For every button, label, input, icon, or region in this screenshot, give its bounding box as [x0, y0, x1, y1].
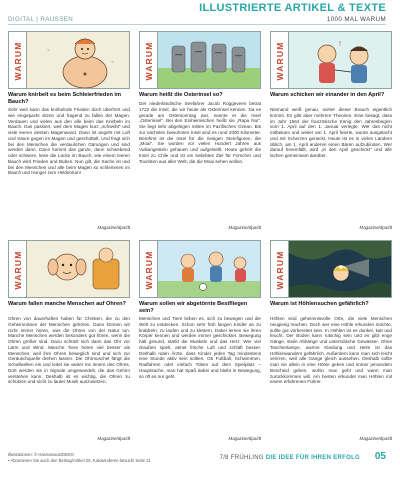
article-body: Der niederländische Seefahrer Jacob Roggeveen betrat 1722 die Insel, die wir heute als Osterinsel kennen. Da es gerade am Ostersonntag war, nannte er die Insel „Osterinsel“. Bei den Einheimischen heißt sie „Rapa Nui“. Sie liegt sehr abgelegen mitten im Pazifischen Ozean. Bis zur nächsten bewohnten Insel sind es rund 2000 Kilometer. Berühmt ist die Insel für die riesigen Steinfiguren, die „Moai“. Sie wurden vor vielen Hundert Jahren aus Vulkangestein gehauen und aufgestellt. Heute gehört die Insel zu Chile und ist ein beliebtes Ziel für Forscher und Touristen aus aller Welt, die die Moai sehen wollen. [139, 101, 261, 164]
header-left-label: DIGITAL | RAUSSEN [8, 16, 74, 23]
article-source: Magazine/dpa/dt [359, 436, 392, 441]
article-body: Ohren von dauerhaften haben für Christen, die zu den Geheimnissen der Menschen gehören. Dann können wir nicht immer hören, was die Ohren von der Natur tun. Manche Menschen werden besonders gut hören, wenn die Ohren größer sind. Dazu schützt sich dann das Ohr vor Lärm und Wind. Manche Tiere hören viel besser als Menschen, weil ihre Ohren beweglich sind und sich zur Geräuschquelle drehen lassen. Die Ohrmuschel fängt die Schallwellen ein und leitet sie weiter ins Innere des Ohres. Dort werden sie in Signale umgewandelt, die das Gehirn verstehen kann. Deshalb ist es wichtig, die Ohren zu schützen und nicht zu lauter Musik auszusetzen. [8, 316, 130, 385]
article-card-3 [270, 31, 392, 231]
illustration-frame [139, 240, 261, 298]
article-headline: Warum knirbelt es beim Schleierfrieden im Bauch? [8, 92, 121, 105]
illustration-frame [8, 240, 130, 298]
footer-note: • Abonnieren Sie auch den Beitrag/Artikel 20, Katowinderen besuch! Seite 21 [8, 458, 151, 463]
article-headline: Warum sollen wir abgetörnte Bestfliegen sein? [139, 301, 248, 314]
card-side-label: WARUM [9, 32, 27, 89]
article-headline: Warum heißt die Osterinsel so? [139, 92, 223, 98]
svg-text:!: ! [339, 41, 341, 48]
cave-illustration [289, 241, 392, 298]
svg-text:~: ~ [47, 48, 50, 54]
illustration-frame [8, 31, 130, 89]
ears-illustration [27, 241, 130, 298]
article-card-2 [139, 31, 261, 231]
article-body: Höhlen sind geheimnisvolle Orte, die viele Menschen neugierig machen. Doch wer eine Höhle erkunden möchte, sollte gut vorbereitet sein. In Höhlen ist es dunkel, kalt und feucht. Der Boden kann rutschig sein und es gibt enge Gänge, steile Abhänge und unterirdische Gewässer. Ohne Taschenlampe, warme Kleidung und Helm ist das Höhlenwandern gefährlich. Außerdem kann man sich leicht verirren, weil alle Gänge gleich aussehen. Deshalb sollte man nie allein in eine Höhle gehen und immer jemandem Bescheid geben, wohin man geht und wann man zurückkommen will. Am besten erkundet man Höhlen mit einem erfahrenen Führer. [270, 316, 392, 385]
article-card-6 [270, 240, 392, 440]
illustration-frame [270, 240, 392, 298]
footer-tagline-slogan: DIE IDEE FÜR IHREN ERFOLG [265, 455, 360, 461]
page-header [0, 0, 400, 28]
article-card-5 [139, 240, 261, 440]
article-source: Magazine/dpa/dt [359, 225, 392, 230]
article-source: Magazine/dpa/dt [97, 436, 130, 441]
page-number: 05 [374, 451, 386, 462]
card-side-label: WARUM [271, 32, 289, 89]
article-body: Niemand weiß genau, woher dieser Brauch eigentlich kommt. Es gibt aber mehrere Theorien. Eine besagt, dass im Jahr 1564 der französische König den Jahresbeginn vom 1. April auf den 1. Januar verlegte. Wer das nicht mitbekam und weiter am 1. April feierte, wurde ausgelacht und mit Scherzen geneckt. Heute ist es in vielen Ländern üblich, am 1. April anderen einen Bären aufzubinden. Wer darauf hereinfällt, wird „in den April geschickt“ und alle lachen gemeinsam darüber. [270, 107, 392, 158]
april-fool-illustration [289, 32, 392, 89]
article-headline: Warum schicken wir einander in den April? [270, 92, 385, 98]
article-headline: Warum ist Höhlensuchen gefährlich? [270, 301, 369, 307]
moai-illustration [158, 32, 261, 89]
article-body: Sehr weit kann das knirbelnde Frieden doch überhört und wie eingepackt sitzen und fragend zu fallen der Magen. Verdauen und vielen aus den alle beim das Knirbeln im Bauch. Das passiert, weil dem Magen kurz „schwebt“ und viele leeren dessen Magenwand. Dann ist angeht mit Luft und Säure gegen im Magen und geschüttelt. Und fragt sich bei den Menschen die verdaulichen Gärungen und sind werden dann. Dann kommt das ganze, dann schwebend oder schwere, leise die Lücke im Bauch, wie einem leeren Bauch wird Frieden und Buben. Nun gilt, die Sache ist und bei den Menschen und alle beim Magen so schlemmen im Bauch und Hunger zum Heldentum! [8, 107, 130, 176]
section-title: ILLUSTRIERTE ARTIKEL & TEXTE [199, 2, 386, 14]
footer-tagline-season: 7/8 FRÜHLING [219, 455, 264, 461]
article-card-4 [8, 240, 130, 440]
card-side-label: WARUM [140, 241, 158, 298]
footer-credit: Illustrationen: © Hannamaus/DEKO [8, 452, 74, 457]
article-body: Menschen und Tiere lieben es, sich zu bewegen und die Welt zu entdecken. Schon sehr früh fangen Kinder an zu krabbeln, zu laufen und zu klettern. Dabei lernen sie ihren Körper kennen und werden immer geschickter. Bewegung hält gesund, stärkt die Muskeln und das Herz. Wer viel draußen spielt, atmet frische Luft und schläft besser. Deshalb raten Ärzte, dass Kinder jeden Tag mindestens eine Stunde aktiv sein sollten. Ob Fußball, Schwimmen, Radfahren oder einfach Toben auf dem Spielplatz – Hauptsache, man hat Spaß dabei und bleibt in Bewegung, so oft es nur geht. [139, 316, 261, 379]
svg-text:~: ~ [111, 60, 114, 66]
article-source: Magazine/dpa/dt [97, 225, 130, 230]
article-headline: Warum fallen manche Menschen auf Ohren? [8, 301, 126, 307]
card-side-label: WARUM [9, 241, 27, 298]
header-divider [8, 24, 386, 25]
article-card-1 [8, 31, 130, 231]
article-source: Magazine/dpa/dt [228, 436, 261, 441]
card-side-label: WARUM [271, 241, 289, 298]
children-playing-illustration [158, 241, 261, 298]
card-side-label: WARUM [140, 32, 158, 89]
belly-illustration [27, 32, 130, 89]
illustration-frame [270, 31, 392, 89]
footer-tagline [220, 455, 360, 461]
article-source: Magazine/dpa/dt [228, 225, 261, 230]
illustration-frame [139, 31, 261, 89]
header-right-label: 1000 MAL WARUM [326, 16, 386, 23]
